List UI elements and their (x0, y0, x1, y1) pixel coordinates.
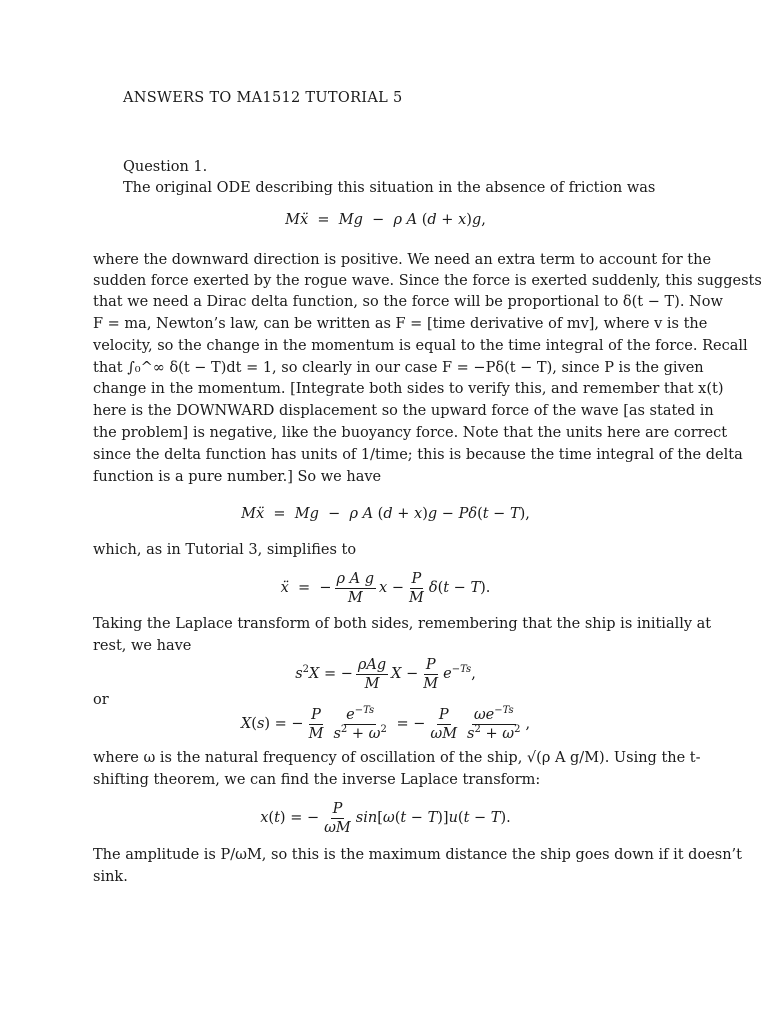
paragraph-1-line: F = ma, Newton’s law, can be written as F = [time derivative of mv], where v is the (93, 316, 708, 332)
paragraph-4: or (93, 692, 109, 708)
paragraph-3-line: Taking the Laplace transform of both sides, remembering that the ship is initially at (93, 616, 712, 632)
paragraph-1-line: where the downward direction is positive. We need an extra term to account for the (93, 252, 712, 268)
question-heading: Question 1. (123, 159, 208, 175)
paragraph-1-line: since the delta function has units of 1/time; this is because the time integral of the delta (93, 447, 743, 463)
equation-5: X(s) = − $\frac{P}{M}$ $\frac{e^{-Ts}}{s^2 + \omega^2}$ = − $\frac{P}{\omega M}$ $\frac{\omega e^{-Ts}}{s^2 + \omega^2}$ , (240, 704, 531, 742)
equation-2: Mẍ = Mg − ρ A (d + x)g − Pδ(t − T), (241, 506, 530, 522)
paragraph-5-line: shifting theorem, we can find the inverse Laplace transform: (93, 772, 541, 788)
intro-text: The original ODE describing this situation in the absence of friction was (123, 180, 656, 196)
paragraph-1-line: function is a pure number.] So we have (93, 469, 382, 485)
paragraph-1-line: the problem] is negative, like the buoyancy force. Note that the units here are correct (93, 425, 728, 441)
paragraph-1-line: here is the DOWNWARD displacement so the upward force of the wave [as stated in (93, 403, 714, 419)
paragraph-6-line: The amplitude is P/ωM, so this is the maximum distance the ship goes down if it doesn’t (93, 847, 742, 863)
paragraph-1-line: that we need a Dirac delta function, so the force will be proportional to δ(t − T). Now (93, 294, 723, 310)
equation-3: ẍ = − $\frac{\text{ρ A g}}{M}$ x − $\frac{P}{M}$ δ(t − T). (280, 570, 491, 606)
paragraph-2: which, as in Tutorial 3, simplifies to (93, 542, 357, 558)
equation-1: Mẍ = Mg − ρ A (d + x)g, (285, 212, 486, 228)
equation-6: x(t) = − $\frac{P}{\omega M}$ sin[ω(t − T)]u(t − T). (260, 800, 511, 836)
paragraph-1-line: that ∫₀^∞ δ(t − T)dt = 1, so clearly in our case F = −Pδ(t − T), since P is the given (93, 360, 704, 376)
paragraph-6-line: sink. (93, 869, 128, 885)
paragraph-1-line: sudden force exerted by the rogue wave. Since the force is exerted suddenly, this suggests (93, 273, 762, 289)
paragraph-3-line: rest, we have (93, 638, 192, 654)
equation-4: $s^2X$ = − $\frac{\text{ρAg}}{M}$ X − $\frac{P}{M}$ $e^{-Ts}$, (295, 656, 476, 692)
equation-1-text (0, 0, 1, 1)
document-title: ANSWERS TO MA1512 TUTORIAL 5 (123, 90, 403, 106)
paragraph-5-line: where ω is the natural frequency of oscillation of the ship, √(ρ A g/M). Using the t- (93, 750, 701, 766)
paragraph-1-line: velocity, so the change in the momentum is equal to the time integral of the force. Recall (93, 338, 748, 354)
paragraph-1-line: change in the momentum. [Integrate both sides to verify this, and remember that x(t) (93, 381, 724, 397)
